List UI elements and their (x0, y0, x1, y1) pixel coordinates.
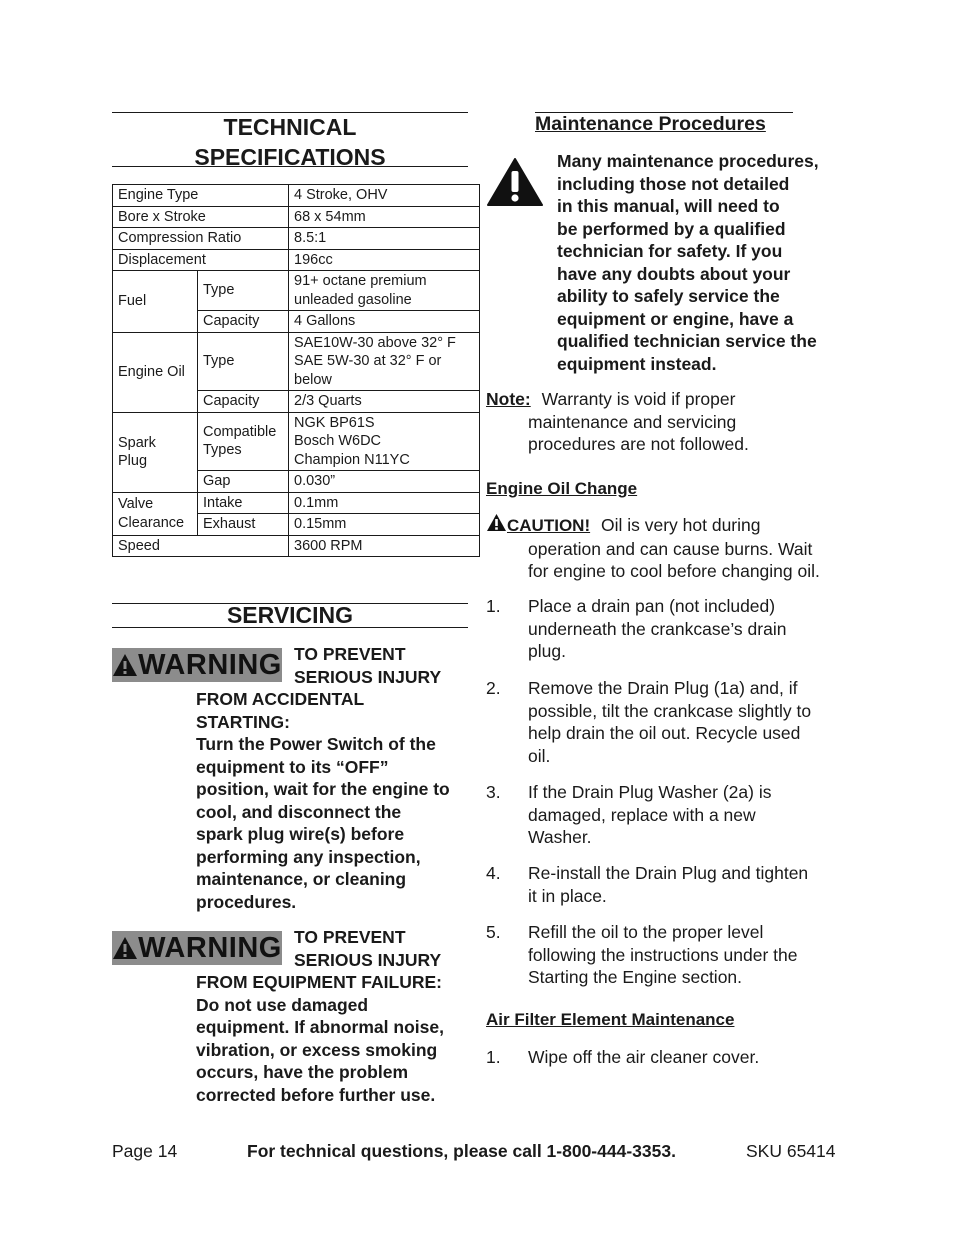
warning-line: Many maintenance procedures, (557, 151, 819, 171)
warning-line: Turn the Power Switch of the (196, 734, 436, 754)
step-line: Washer. (528, 827, 592, 847)
warning-triangle-icon (112, 936, 138, 960)
spec-sublabel: Capacity (198, 391, 289, 413)
step-number: 3. (486, 782, 501, 802)
table-row (113, 206, 480, 228)
spec-label (113, 492, 198, 535)
warning-line: corrected before further use. (196, 1084, 436, 1105)
step-line: Refill the oil to the proper level (528, 922, 764, 942)
warning-line: TO PREVENT (294, 644, 406, 664)
spec-value: 4 Gallons (289, 311, 480, 333)
warning-line: occurs, have the problem (196, 1062, 409, 1082)
step-line: Place a drain pan (not included) (528, 596, 776, 616)
step-line: following the instructions under the (528, 944, 798, 965)
warning-line: position, wait for the engine to (196, 779, 450, 799)
spec-title-bottom-rule (112, 166, 468, 167)
servicing-title: SERVICING (226, 602, 354, 628)
warning-line: FROM ACCIDENTAL (196, 689, 365, 709)
spec-value: 8.5:1 (289, 228, 480, 250)
warning-line: ability to safely service the (557, 286, 780, 306)
step-line: Remove the Drain Plug (1a) and, if (528, 678, 798, 698)
spec-value: 4 Stroke, OHV (289, 185, 480, 207)
spec-label-line: Spark (118, 434, 156, 451)
spec-sublabel-line: Types (203, 442, 242, 459)
spec-sublabel: Capacity (198, 311, 289, 333)
warning2-head (294, 926, 441, 971)
caution-text: for engine to cool before changing oil. (528, 561, 820, 581)
table-row (113, 492, 480, 514)
spec-value-line: unleaded gasoline (294, 291, 412, 308)
spec-label: Fuel (113, 271, 198, 333)
spec-value-line: Bosch W6DC (294, 433, 382, 449)
warning-line: qualified technician service the (557, 331, 817, 351)
oil-change-heading: Engine Oil Change (486, 479, 638, 498)
warning-line: performing any inspection, (196, 846, 421, 867)
support-phone: For technical questions, please call 1-800-444-3353. (247, 1141, 676, 1161)
caution-label: CAUTION! (507, 516, 591, 535)
step-number: 4. (486, 863, 501, 883)
caution (486, 513, 846, 583)
warning-line: Do not use damaged (196, 994, 369, 1015)
note-text: procedures are not followed. (528, 434, 749, 454)
step-line: help drain the oil out. Recycle used (528, 723, 801, 743)
list-item: Wipe off the air cleaner cover. (528, 1047, 760, 1067)
warning-badge (112, 648, 282, 682)
step-line: If the Drain Plug Washer (2a) is (528, 782, 772, 802)
maintenance-warning (557, 150, 847, 375)
step-line: possible, tilt the crankcase slightly to (528, 700, 812, 721)
spec-value-line: SAE10W-30 above 32° F (294, 334, 456, 351)
warning-line: equipment instead. (557, 353, 717, 374)
spec-sublabel-line: Compatible (203, 423, 277, 440)
step-line: Starting the Engine section. (528, 967, 743, 987)
table-row (113, 228, 480, 250)
air-filter-heading: Air Filter Element Maintenance (486, 1010, 735, 1029)
warning-line: cool, and disconnect the (196, 801, 402, 822)
spec-value-line: 91+ octane premium (294, 273, 427, 289)
spec-table (112, 184, 480, 557)
list-item (528, 921, 846, 989)
table-row (113, 249, 480, 271)
spec-label-line: Clearance (118, 514, 185, 531)
step-number: 1. (486, 1047, 501, 1067)
warning-line: technician for safety. If you (557, 241, 783, 261)
spec-label: Speed (113, 535, 289, 557)
spec-label: Engine Oil (113, 332, 198, 412)
note-text: Warranty is void if proper (541, 389, 736, 409)
warning-badge-label: WARNING (138, 932, 282, 964)
caution-triangle-icon (486, 513, 507, 532)
table-row (113, 332, 480, 391)
spec-sublabel: Type (198, 271, 289, 311)
warning-line: including those not detailed (557, 173, 790, 194)
step-line: underneath the crankcase’s drain (528, 618, 787, 639)
spec-sublabel: Exhaust (198, 514, 289, 536)
warning-line: in this manual, will need to (557, 196, 780, 216)
spec-value-line: below (294, 371, 332, 388)
warning1-head (294, 643, 441, 688)
spec-value-line: NGK BP61S (294, 414, 375, 431)
step-line: damaged, replace with a new (528, 804, 756, 825)
spec-value (289, 271, 480, 311)
step-line: it in place. (528, 885, 607, 906)
spec-value: 68 x 54mm (289, 206, 480, 228)
spec-sublabel: Gap (198, 471, 289, 493)
warning-line: maintenance, or cleaning (196, 869, 407, 889)
list-item (528, 862, 846, 907)
spec-value: 0.1mm (289, 492, 480, 514)
step-line: Re-install the Drain Plug and tighten (528, 863, 809, 883)
page-number: Page 14 (112, 1141, 178, 1161)
warning-badge-label: WARNING (138, 649, 282, 681)
warning-line: procedures. (196, 891, 297, 912)
spec-value-line: SAE 5W-30 at 32° F or (294, 353, 442, 369)
list-item (528, 781, 846, 849)
list-item (528, 595, 846, 663)
servicing-bottom-rule (112, 627, 468, 628)
table-row (113, 535, 480, 557)
warning-line: spark plug wire(s) before (196, 824, 405, 844)
warning-line: equipment to its “OFF” (196, 756, 389, 777)
spec-value: 2/3 Quarts (289, 391, 480, 413)
list-item (528, 677, 846, 767)
warning-line: vibration, or excess smoking (196, 1039, 438, 1060)
spec-value: 0.15mm (289, 514, 480, 536)
warning-line: FROM EQUIPMENT FAILURE: (196, 972, 442, 992)
spec-sublabel: Intake (198, 492, 289, 514)
spec-label-line: Plug (118, 453, 148, 469)
spec-sublabel: Type (198, 332, 289, 391)
note-line-1 (486, 388, 846, 411)
step-number: 1. (486, 596, 501, 616)
warning-line: SERIOUS INJURY (294, 666, 442, 687)
step-line: oil. (528, 745, 551, 766)
note (486, 388, 846, 456)
spec-label (113, 412, 198, 492)
spec-label-line: Valve (118, 496, 154, 512)
spec-title-line2: SPECIFICATIONS (194, 144, 386, 170)
step-line: plug. (528, 641, 566, 661)
spec-label: Displacement (113, 249, 289, 271)
spec-value: 196cc (289, 249, 480, 271)
warning-triangle-icon (112, 653, 138, 677)
warning-line: equipment. If abnormal noise, (196, 1017, 444, 1037)
maintenance-title: Maintenance Procedures (535, 113, 766, 135)
caution-text: operation and can cause burns. Wait (528, 538, 813, 559)
warning-line: SERIOUS INJURY (294, 949, 442, 970)
warning-triangle-icon (486, 157, 544, 207)
spec-label: Engine Type (113, 185, 289, 207)
warning2-body (196, 971, 476, 1106)
sku: SKU 65414 (746, 1141, 836, 1161)
spec-value (289, 412, 480, 471)
table-row (113, 185, 480, 207)
warning1-body (196, 688, 476, 913)
spec-value (289, 332, 480, 391)
warning-line: be performed by a qualified (557, 218, 786, 239)
caution-line-1 (486, 513, 846, 538)
table-row (113, 412, 480, 471)
warning-line: equipment or engine, have a (557, 308, 794, 329)
spec-label: Bore x Stroke (113, 206, 289, 228)
caution-text: Oil is very hot during (600, 515, 761, 535)
step-number: 5. (486, 922, 501, 942)
warning-line: have any doubts about your (557, 263, 791, 284)
note-text: maintenance and servicing (528, 411, 737, 432)
spec-sublabel (198, 412, 289, 471)
spec-value-line: Champion N11YC (294, 451, 410, 468)
spec-title (112, 112, 468, 172)
table-row (113, 271, 480, 311)
spec-value: 0.030” (289, 471, 480, 493)
note-label: Note: (486, 389, 531, 409)
spec-title-line1: TECHNICAL (223, 114, 357, 140)
spec-label: Compression Ratio (113, 228, 289, 250)
spec-value: 3600 RPM (289, 535, 480, 557)
warning-line: STARTING: (196, 711, 290, 732)
step-number: 2. (486, 678, 501, 698)
warning-badge (112, 931, 282, 965)
warning-line: TO PREVENT (294, 927, 406, 947)
